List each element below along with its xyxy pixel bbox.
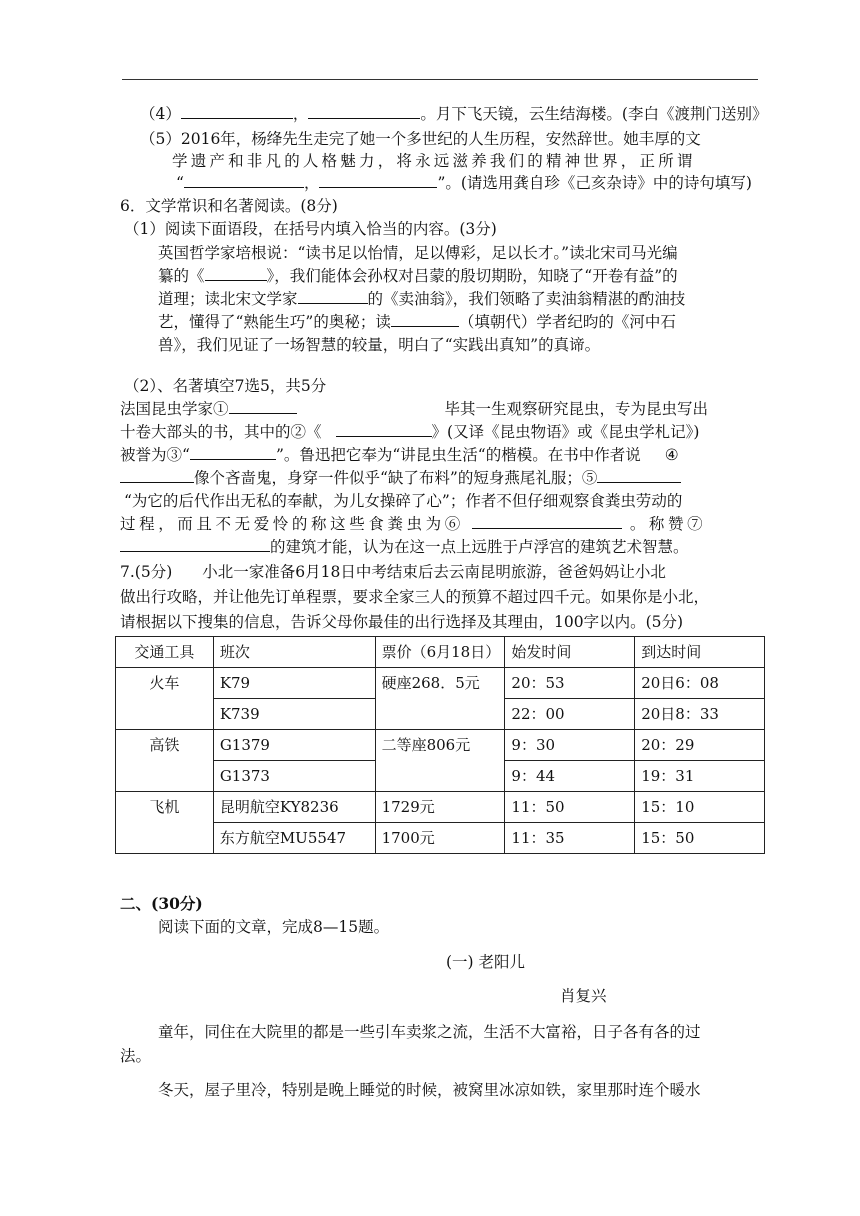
arr-cell: 20日8：33 [635,699,765,730]
q7-line-3: 请根据以下搜集的信息，告诉父母你最佳的出行选择及其理由，100字以内。(5分) [120,613,684,631]
article-paragraph-1-line-1: 童年，同住在大院里的都是一些引车卖浆之流，生活不大富裕，日子各有各的过 [158,1023,701,1041]
train-cell: G1379 [213,730,375,761]
q4-separator: ， [292,105,309,123]
transport-table [115,636,765,854]
mode-cell: 高铁 [116,730,214,792]
q6-part2-line-6-a: 过程，而且不无爱怜的称这些食粪虫为⑥ [120,515,464,533]
price-cell: 硬座268．5元 [375,668,505,730]
q5-blank-2[interactable] [319,173,437,188]
train-cell: 东方航空MU5547 [213,823,375,854]
arr-cell: 15：10 [635,792,765,823]
q6-part1-line-3-b: 的《卖油翁》，我们领略了卖油翁精湛的酌油技 [367,290,686,308]
dep-cell: 22：00 [505,699,635,730]
q6-blank-4[interactable] [120,468,194,483]
q6-blank-1[interactable] [229,399,297,414]
train-cell: K79 [213,668,375,699]
dep-cell: 11：35 [505,823,635,854]
q6-part2-line-2-a: 十卷大部头的书，其中的②《 [120,423,322,441]
q4-rest: 。月下飞天镜，云生结海楼。(李白《渡荆门送别》 [420,105,768,123]
dep-cell: 9：30 [505,730,635,761]
q4-number: （4） [140,105,181,123]
train-cell: K739 [213,699,375,730]
q5-line-3 [176,173,752,193]
mode-cell: 飞机 [116,792,214,854]
q5-open-quote: “ [176,174,184,192]
q6-part1-line-2 [158,266,678,286]
table-row [116,823,765,854]
q6-part2-line-7-a: 的建筑才能，认为在这一点上远胜于卢浮宫的建筑艺术智慧。 [270,538,689,556]
q5-separator: ， [303,174,320,192]
q6-part1-line-3-a: 道理；读北宋文学家 [158,290,298,308]
table-header-row [116,637,765,668]
q6-blank-5[interactable] [597,468,681,483]
q6-title: 6．文学常识和名著阅读。(8分) [120,197,338,215]
table-row [116,730,765,761]
train-cell: 昆明航空KY8236 [213,792,375,823]
dep-cell: 11：50 [505,792,635,823]
table-row [116,792,765,823]
q6-blank-7[interactable] [120,537,270,552]
price-cell: 1700元 [375,823,505,854]
q4-line [140,104,767,124]
article-paragraph-2-line-1: 冬天，屋子里冷，特别是晚上睡觉的时候，被窝里冰凉如铁，家里那时连个暖水 [158,1081,701,1099]
q4-blank-2[interactable] [308,104,420,119]
table-row [116,668,765,699]
q6-part1-line-4 [158,312,676,332]
q6-part2-line-4 [120,468,681,488]
q6-part1-line-5: 兽》，我们见证了一场智慧的较量，明白了“实践出真知”的真谛。 [158,336,601,354]
q6-part1-line-2-a: 纂的《 [158,267,205,285]
q6-part2-line-3-b: ”。鲁迅把它奉为“讲昆虫生活“的楷模。在书中作者说 [275,446,641,464]
article-title: (一) 老阳儿 [446,953,526,971]
q6-part2-line-2 [120,422,699,442]
train-cell: G1373 [213,761,375,792]
q6-part2-line-1 [120,399,708,419]
q6-blank-author[interactable] [298,289,368,304]
table-header: 交通工具 [116,637,214,668]
section-2-title: 二、(30分) [120,894,203,913]
dep-cell: 9：44 [505,761,635,792]
q4-blank-1[interactable] [181,104,293,119]
q6-part1-line-2-b: 》，我们能体会孙权对吕蒙的殷切期盼，知晓了“开卷有益”的 [266,267,678,285]
q6-part2-line-6 [120,514,706,534]
arr-cell: 20：29 [635,730,765,761]
q6-part1-line-4-a: 艺，懂得了“熟能生巧”的奥秘；读 [158,313,391,331]
dep-cell: 20：53 [505,668,635,699]
q6-blank-3[interactable] [190,445,276,460]
mode-cell: 火车 [116,668,214,730]
table-header: 班次 [213,637,375,668]
table-header: 到达时间 [635,637,765,668]
q7-line-2: 做出行攻略，并让他先订单程票，要求全家三人的预算不超过四千元。如果你是小北， [120,588,710,606]
q6-part2-line-2-b: 》(又译《昆虫物语》或《昆虫学札记》) [431,423,700,441]
q6-blank-2[interactable] [336,422,432,437]
q7-line-1 [120,562,666,582]
q7-number: 7.(5分) [120,563,173,581]
q5-blank-1[interactable] [184,173,304,188]
q6-part1-line-3 [158,289,685,309]
q6-part2-line-3-c: ④ [664,446,679,464]
q6-part2-line-7 [120,537,689,557]
section-2-instruction: 阅读下面的文章，完成8—15题。 [158,918,390,936]
q6-part1-heading: （1）阅读下面语段，在括号内填入恰当的内容。(3分) [124,220,497,238]
q5-line-1: （5）2016年，杨绛先生走完了她一个多世纪的人生历程，安然辞世。她丰厚的文 [140,130,701,148]
price-cell: 二等座806元 [375,730,505,792]
q5-close: ”。(请选用龚自珍《己亥杂诗》中的诗句填写) [437,174,752,192]
q5-line-2: 学遗产和非凡的人格魅力，将永远滋养我们的精神世界，正所谓 [172,152,696,170]
q6-part2-line-1-a: 法国昆虫学家① [120,400,229,418]
article-author: 肖复兴 [560,987,607,1005]
q7-line-1-text: 小北一家准备6月18日中考结束后去云南昆明旅游，爸爸妈妈让小北 [202,563,666,581]
table-header: 始发时间 [505,637,635,668]
q6-blank-6[interactable] [472,514,622,529]
header-rule [122,79,758,80]
table-header: 票价（6月18日） [375,637,505,668]
arr-cell: 20日6：08 [635,668,765,699]
q6-part2-heading: （2）、名著填空7选5，共5分 [124,377,327,395]
q6-part2-line-6-b: 。称赞⑦ [629,515,707,533]
q6-part2-line-3 [120,445,679,465]
q6-blank-book[interactable] [205,266,267,281]
q6-blank-dynasty[interactable] [391,312,459,327]
q6-part2-line-4-a: 像个吝啬鬼，身穿一件似乎“缺了布料”的短身燕尾礼服；⑤ [194,469,598,487]
arr-cell: 19：31 [635,761,765,792]
q6-part1-line-4-b: （填朝代）学者纪昀的《河中石 [458,313,676,331]
arr-cell: 15：50 [635,823,765,854]
q6-part2-line-3-a: 被誉为③“ [120,446,190,464]
q6-part1-line-1: 英国哲学家培根说：“读书足以怡情，足以傅彩，足以长才。”读北宋司马光编 [158,244,678,262]
q6-part2-line-5: “为它的后代作出无私的奉献，为儿女操碎了心”；作者不但仔细观察食粪虫劳动的 [124,492,683,510]
q6-part2-line-1-b: 毕其一生观察研究昆虫，专为昆虫写出 [444,400,709,418]
price-cell: 1729元 [375,792,505,823]
article-paragraph-1-line-2: 法。 [120,1047,152,1065]
